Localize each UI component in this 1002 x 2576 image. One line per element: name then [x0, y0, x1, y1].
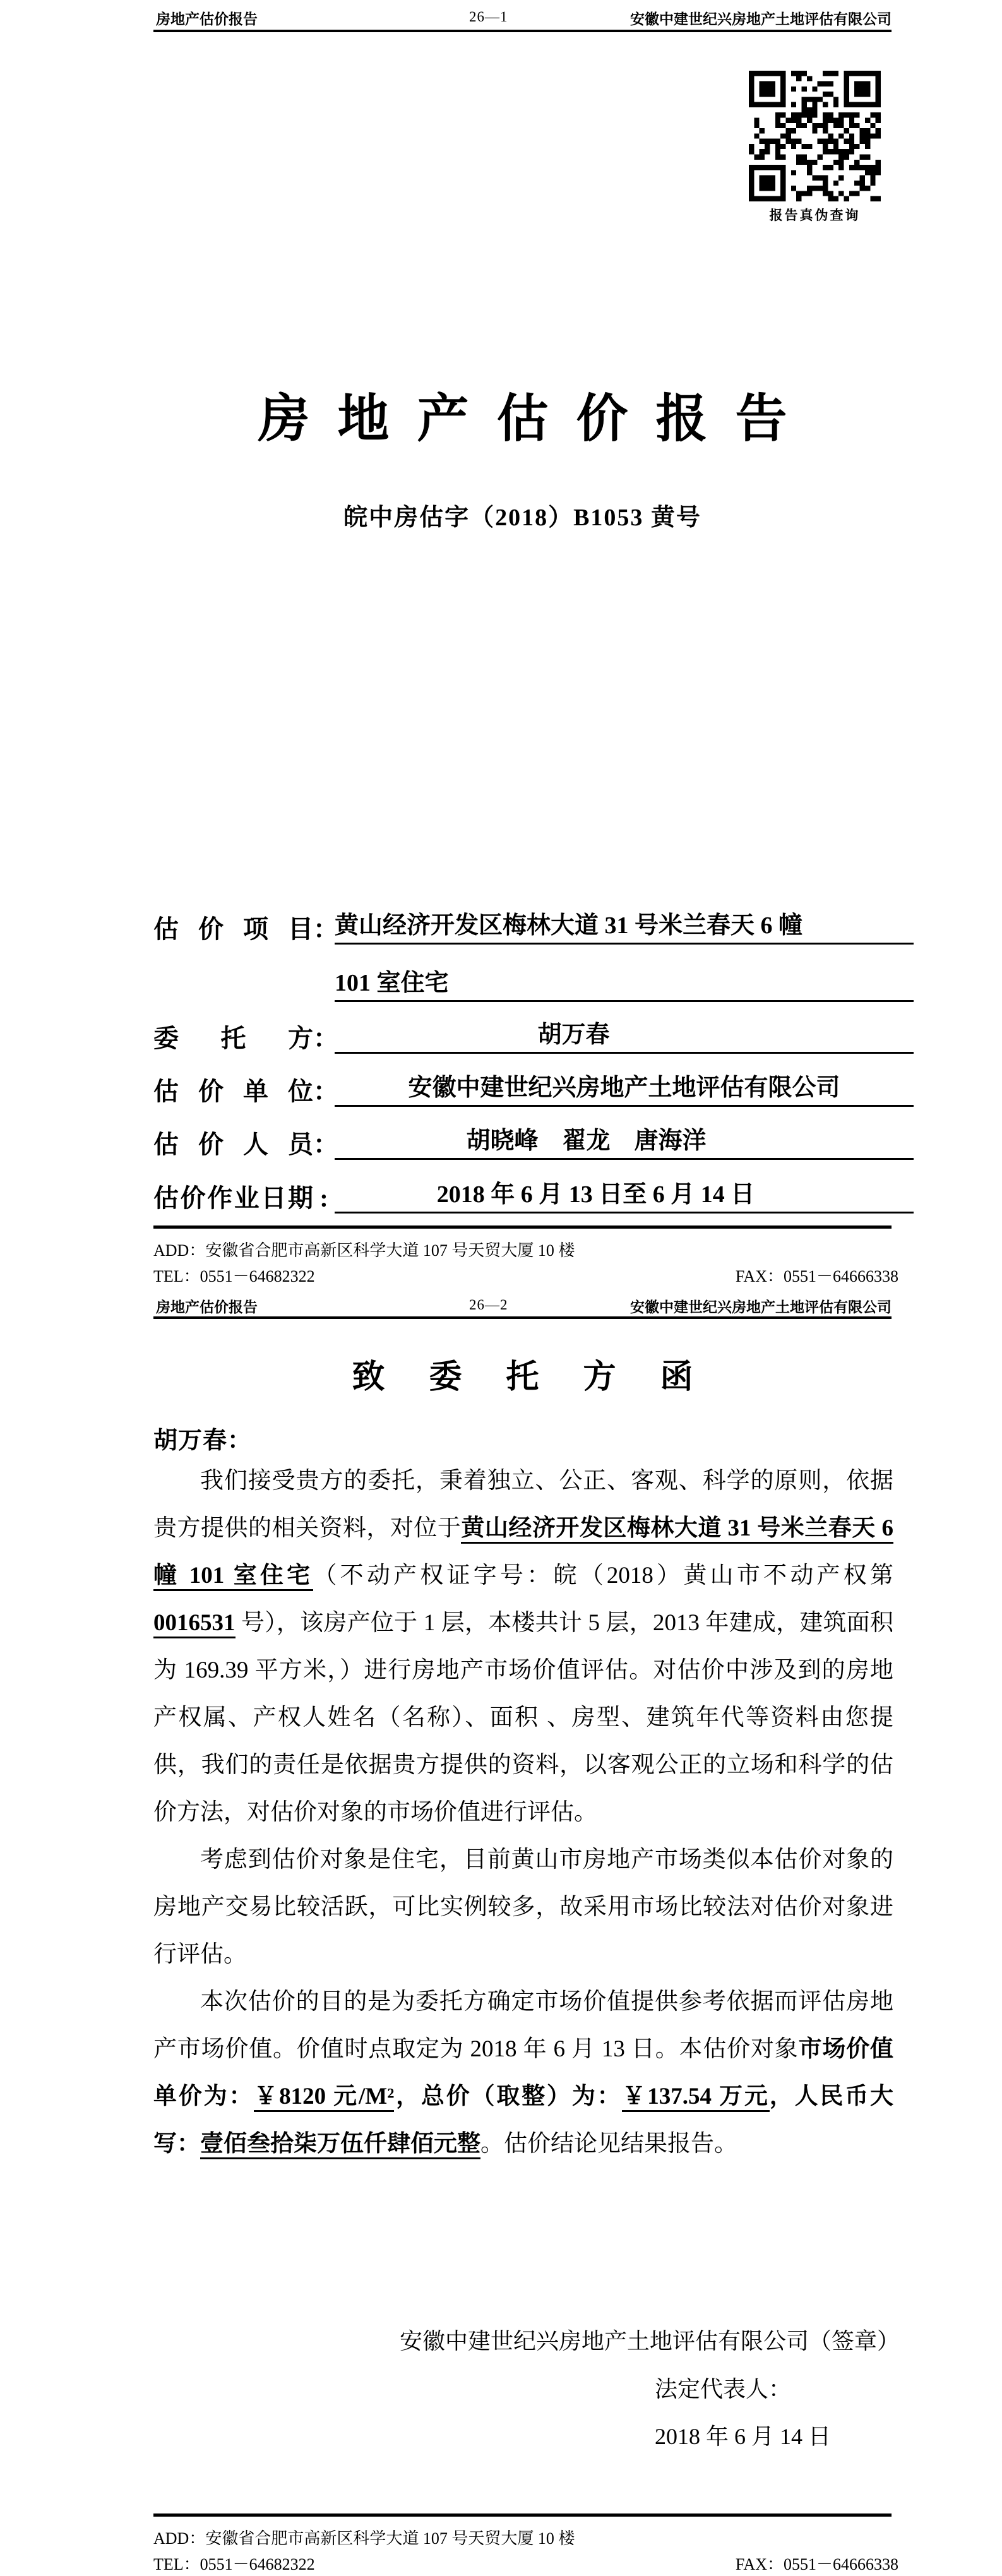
field-colon: :: [319, 1184, 328, 1212]
letter-paragraph: 本次估价的目的是为委托方确定市场价值提供参考依据而评估房地产市场价值。价值时点取定为 2018 年 6 月 13 日。本估价对象市场价值单价为：￥8120 元/M²，总价（取整）为：￥137.54 万元，人民币大写：壹佰叁拾柒万伍仟肆佰元整。估价结论见结果报告。: [153, 1978, 893, 2168]
field-colon: ：: [313, 1077, 338, 1106]
page2-footer-telfax: [153, 2551, 898, 2575]
field-appraisal-date: [153, 1177, 914, 1213]
page2-header-page-number: 26—2: [469, 1297, 508, 1313]
field-label: 估价单位: [153, 1077, 313, 1106]
page2-header-rule: [153, 1316, 892, 1319]
field-appraisal-project-line2: [153, 965, 914, 1002]
qr-block: [749, 71, 881, 224]
page1-footer-telfax: [153, 1263, 898, 1287]
field-label: 委托方: [153, 1024, 313, 1052]
field-appraisal-project: [153, 908, 914, 945]
signature-legal-representative: 法定代表人：: [655, 2376, 792, 2402]
field-appraisal-agency: [153, 1070, 914, 1107]
page2-header-doc-title: 房地产估价报告: [156, 1299, 258, 1315]
field-label: 估价项目: [153, 915, 313, 943]
letter-paragraph: 考虑到估价对象是住宅，目前黄山市房地产市场类似本估价对象的房地产交易比较活跃，可比实例较多，故采用市场比较法对估价对象进行评估。: [153, 1847, 893, 1967]
qr-code: [749, 71, 881, 201]
letter-body: [153, 1457, 893, 2168]
field-client: [153, 1017, 914, 1054]
signature-company: 安徽中建世纪兴房地产土地评估有限公司（签章）: [399, 2329, 900, 2354]
page1-footer-rule: [153, 1225, 892, 1229]
signature-date: 2018 年 6 月 14 日: [655, 2424, 832, 2449]
field-value: 胡晓峰 翟龙 唐海洋: [335, 1125, 914, 1160]
field-label: 估价作业日期: [153, 1184, 313, 1212]
letter-title: 致委托方函: [352, 1359, 737, 1395]
page2-footer-rule: [153, 2513, 892, 2517]
report-number: 皖中房估字（2018）B1053 黄号: [343, 504, 701, 531]
field-colon: ：: [313, 915, 338, 943]
page2-header: [153, 1296, 892, 1317]
page2-footer-fax: FAX：0551－64666338: [735, 2555, 898, 2573]
field-value: 黄山经济开发区梅林大道 31 号米兰春天 6 幢: [335, 910, 914, 945]
report-title: 房地产估价报告: [258, 390, 815, 448]
letter-salutation: 胡万春：: [153, 1428, 253, 1454]
field-appraisers: [153, 1123, 914, 1160]
page1-header-doc-title: 房地产估价报告: [156, 11, 258, 27]
page1-footer-fax: FAX：0551－64666338: [735, 1267, 898, 1285]
field-colon: ：: [313, 1130, 338, 1159]
field-value: 胡万春: [335, 1019, 914, 1054]
letter-paragraph: 我们接受贵方的委托，秉着独立、公正、客观、科学的原则，依据贵方提供的相关资料，对位于黄山经济开发区梅林大道 31 号米兰春天 6 幢 101 室住宅（不动产权证字号：皖（2018）黄山市不动产权第 0016531 号），该房产位于 1 层，本楼共计 5 层，2013 年建成，建筑面积为 169.39 平方米，）进行房地产市场价值评估。对估价中涉及到的房地产权属、产权人姓名（名称）、面积 、房型、建筑年代等资料由您提供，我们的责任是依据贵方提供的资料，以客观公正的立场和科学的估价方法，对估价对象的市场价值进行评估。: [153, 1468, 894, 1825]
page1-header-rule: [153, 30, 892, 32]
field-value: 2018 年 6 月 13 日至 6 月 14 日: [335, 1179, 914, 1213]
page2-footer-address: ADD：安徽省合肥市高新区科学大道 107 号天贸大厦 10 楼: [153, 2529, 575, 2548]
page2-header-company: 安徽中建世纪兴房地产土地评估有限公司: [630, 1299, 892, 1315]
page1-header-company: 安徽中建世纪兴房地产土地评估有限公司: [630, 11, 892, 27]
page1-footer-tel: TEL：0551－64682322: [153, 1267, 315, 1285]
page2-footer-tel: TEL：0551－64682322: [153, 2555, 315, 2573]
field-value: 安徽中建世纪兴房地产土地评估有限公司: [335, 1072, 914, 1107]
qr-caption: 报告真伪查询: [769, 208, 861, 223]
page1-header-page-number: 26—1: [469, 9, 508, 25]
page1-header: [153, 8, 892, 29]
field-label: 估价人员: [153, 1130, 313, 1159]
page1-footer-address: ADD：安徽省合肥市高新区科学大道 107 号天贸大厦 10 楼: [153, 1241, 575, 1260]
field-colon: ：: [313, 1024, 338, 1052]
field-value: 101 室住宅: [335, 967, 914, 1002]
